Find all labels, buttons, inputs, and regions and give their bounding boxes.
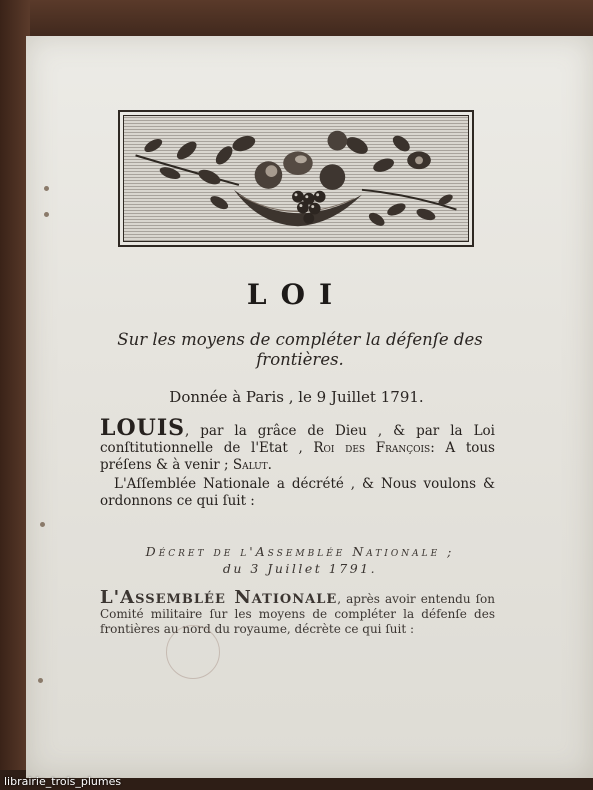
- document-title: LOI: [246, 278, 347, 311]
- engraved-fruit-vignette: [118, 110, 474, 247]
- assembly-decree-paragraph: L'Aſſemblée Nationale a décrété , & Nous voulons & ordonnons ce qui ſuit :: [100, 476, 495, 509]
- date-line: Donnée à Paris , le 9 Juillet 1791.: [169, 388, 424, 406]
- frame-top: [0, 0, 593, 40]
- binding-hole: [44, 212, 49, 217]
- preamble: [100, 415, 495, 510]
- assembly-dropcap: L'Assemblée Nationale: [100, 587, 338, 608]
- salut: Salut.: [232, 457, 272, 473]
- preamble-text-2: : A tous préſens & à venir ;: [100, 440, 495, 473]
- assembly-paragraph: [100, 587, 495, 637]
- decret-heading-block: [80, 543, 520, 577]
- watermark: librairie_trois_plumes: [4, 775, 122, 788]
- preamble-text-1: , par la grâce de Dieu , & par la Loi conſtitutionnelle de l'Etat ,: [100, 423, 495, 456]
- decret-heading: Décret de l'Assemblée Nationale ;: [145, 544, 455, 559]
- decret-date: du 3 Juillet 1791.: [222, 561, 378, 576]
- binding-hole: [38, 678, 43, 683]
- preamble-paragraph: [100, 415, 495, 474]
- document-subtitle: Sur les moyens de compléter la défenſe des frontières.: [117, 330, 483, 369]
- assembly-text: , après avoir entendu ſon Comité militaire ſur les moyens de compléter la défenſe des frontières au nord du royaume, décrète ce qui ſuit :: [100, 592, 495, 636]
- king-title: Roi des François: [313, 440, 431, 456]
- binding-hole: [40, 522, 45, 527]
- binding-hole: [44, 186, 49, 191]
- preamble-dropcap: LOUIS: [100, 415, 185, 441]
- faint-stamp-mark: [166, 625, 220, 679]
- fruit-basket-illustration: [124, 116, 468, 241]
